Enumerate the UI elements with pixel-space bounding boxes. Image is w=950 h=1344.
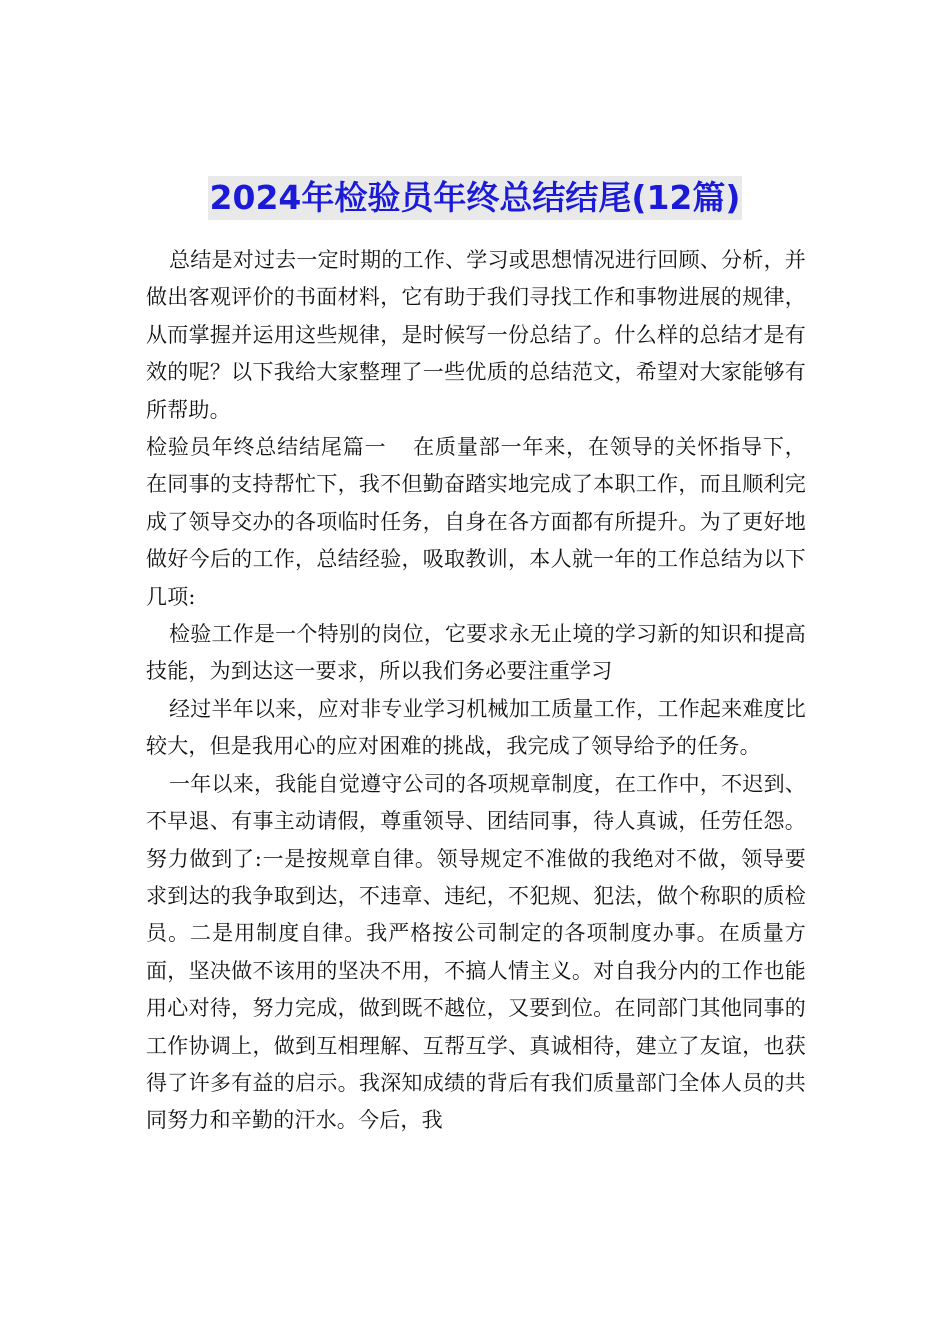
title-container bbox=[0, 176, 950, 220]
body-paragraph-2: 经过半年以来，应对非专业学习机械加工质量工作，工作起来难度比较大，但是我用心的应对困难的挑战，我完成了领导给予的任务。 bbox=[146, 696, 806, 759]
section-heading: 检验员年终总结结尾篇一 bbox=[146, 435, 387, 460]
document-body bbox=[146, 242, 806, 1140]
body-paragraph-1: 检验工作是一个特别的岗位，它要求永无止境的学习新的知识和提高技能，为到达这一要求，所以我们务必要注重学习 bbox=[146, 622, 806, 684]
document-title: 2024年检验员年终总结结尾(12篇) bbox=[208, 176, 743, 220]
intro-paragraph: 总结是对过去一定时期的工作、学习或思想情况进行回顾、分析，并做出客观评价的书面材料，它有助于我们寻找工作和事物进展的规律，从而掌握并运用这些规律，是时候写一份总结了。什么样的总结才是有效的呢？以下我给大家整理了一些优质的总结范文，希望对大家能够有所帮助。 bbox=[146, 248, 806, 422]
section-paragraph bbox=[146, 429, 806, 616]
section-first-text: 在质量部一年来，在领导的关怀指导下，在同事的支持帮忙下，我不但勤奋踏实地完成了本职工作，而且顺利完成了领导交办的各项临时任务，自身在各方面都有所提升。为了更好地做好今后的工作，总结经验，吸取教训，本人就一年的工作总结为以下几项: bbox=[146, 435, 806, 609]
body-paragraph-3: 一年以来，我能自觉遵守公司的各项规章制度，在工作中，不迟到、不早退、有事主动请假，尊重领导、团结同事，待人真诚，任劳任怨。努力做到了:一是按规章自律。领导规定不准做的我绝对不做，领导要求到达的我争取到达，不违章、违纪，不犯规、犯法，做个称职的质检员。二是用制度自律。我严格按公司制定的各项制度办事。在质量方面，坚决做不该用的坚决不用，不搞人情主义。对自我分内的工作也能用心对待，努力完成，做到既不越位，又要到位。在同部门其他同事的工作协调上，做到互相理解、互帮互学、真诚相待，建立了友谊，也获得了许多有益的启示。我深知成绩的背后有我们质量部门全体人员的共同努力和辛勤的汗水。今后，我 bbox=[146, 771, 806, 1133]
